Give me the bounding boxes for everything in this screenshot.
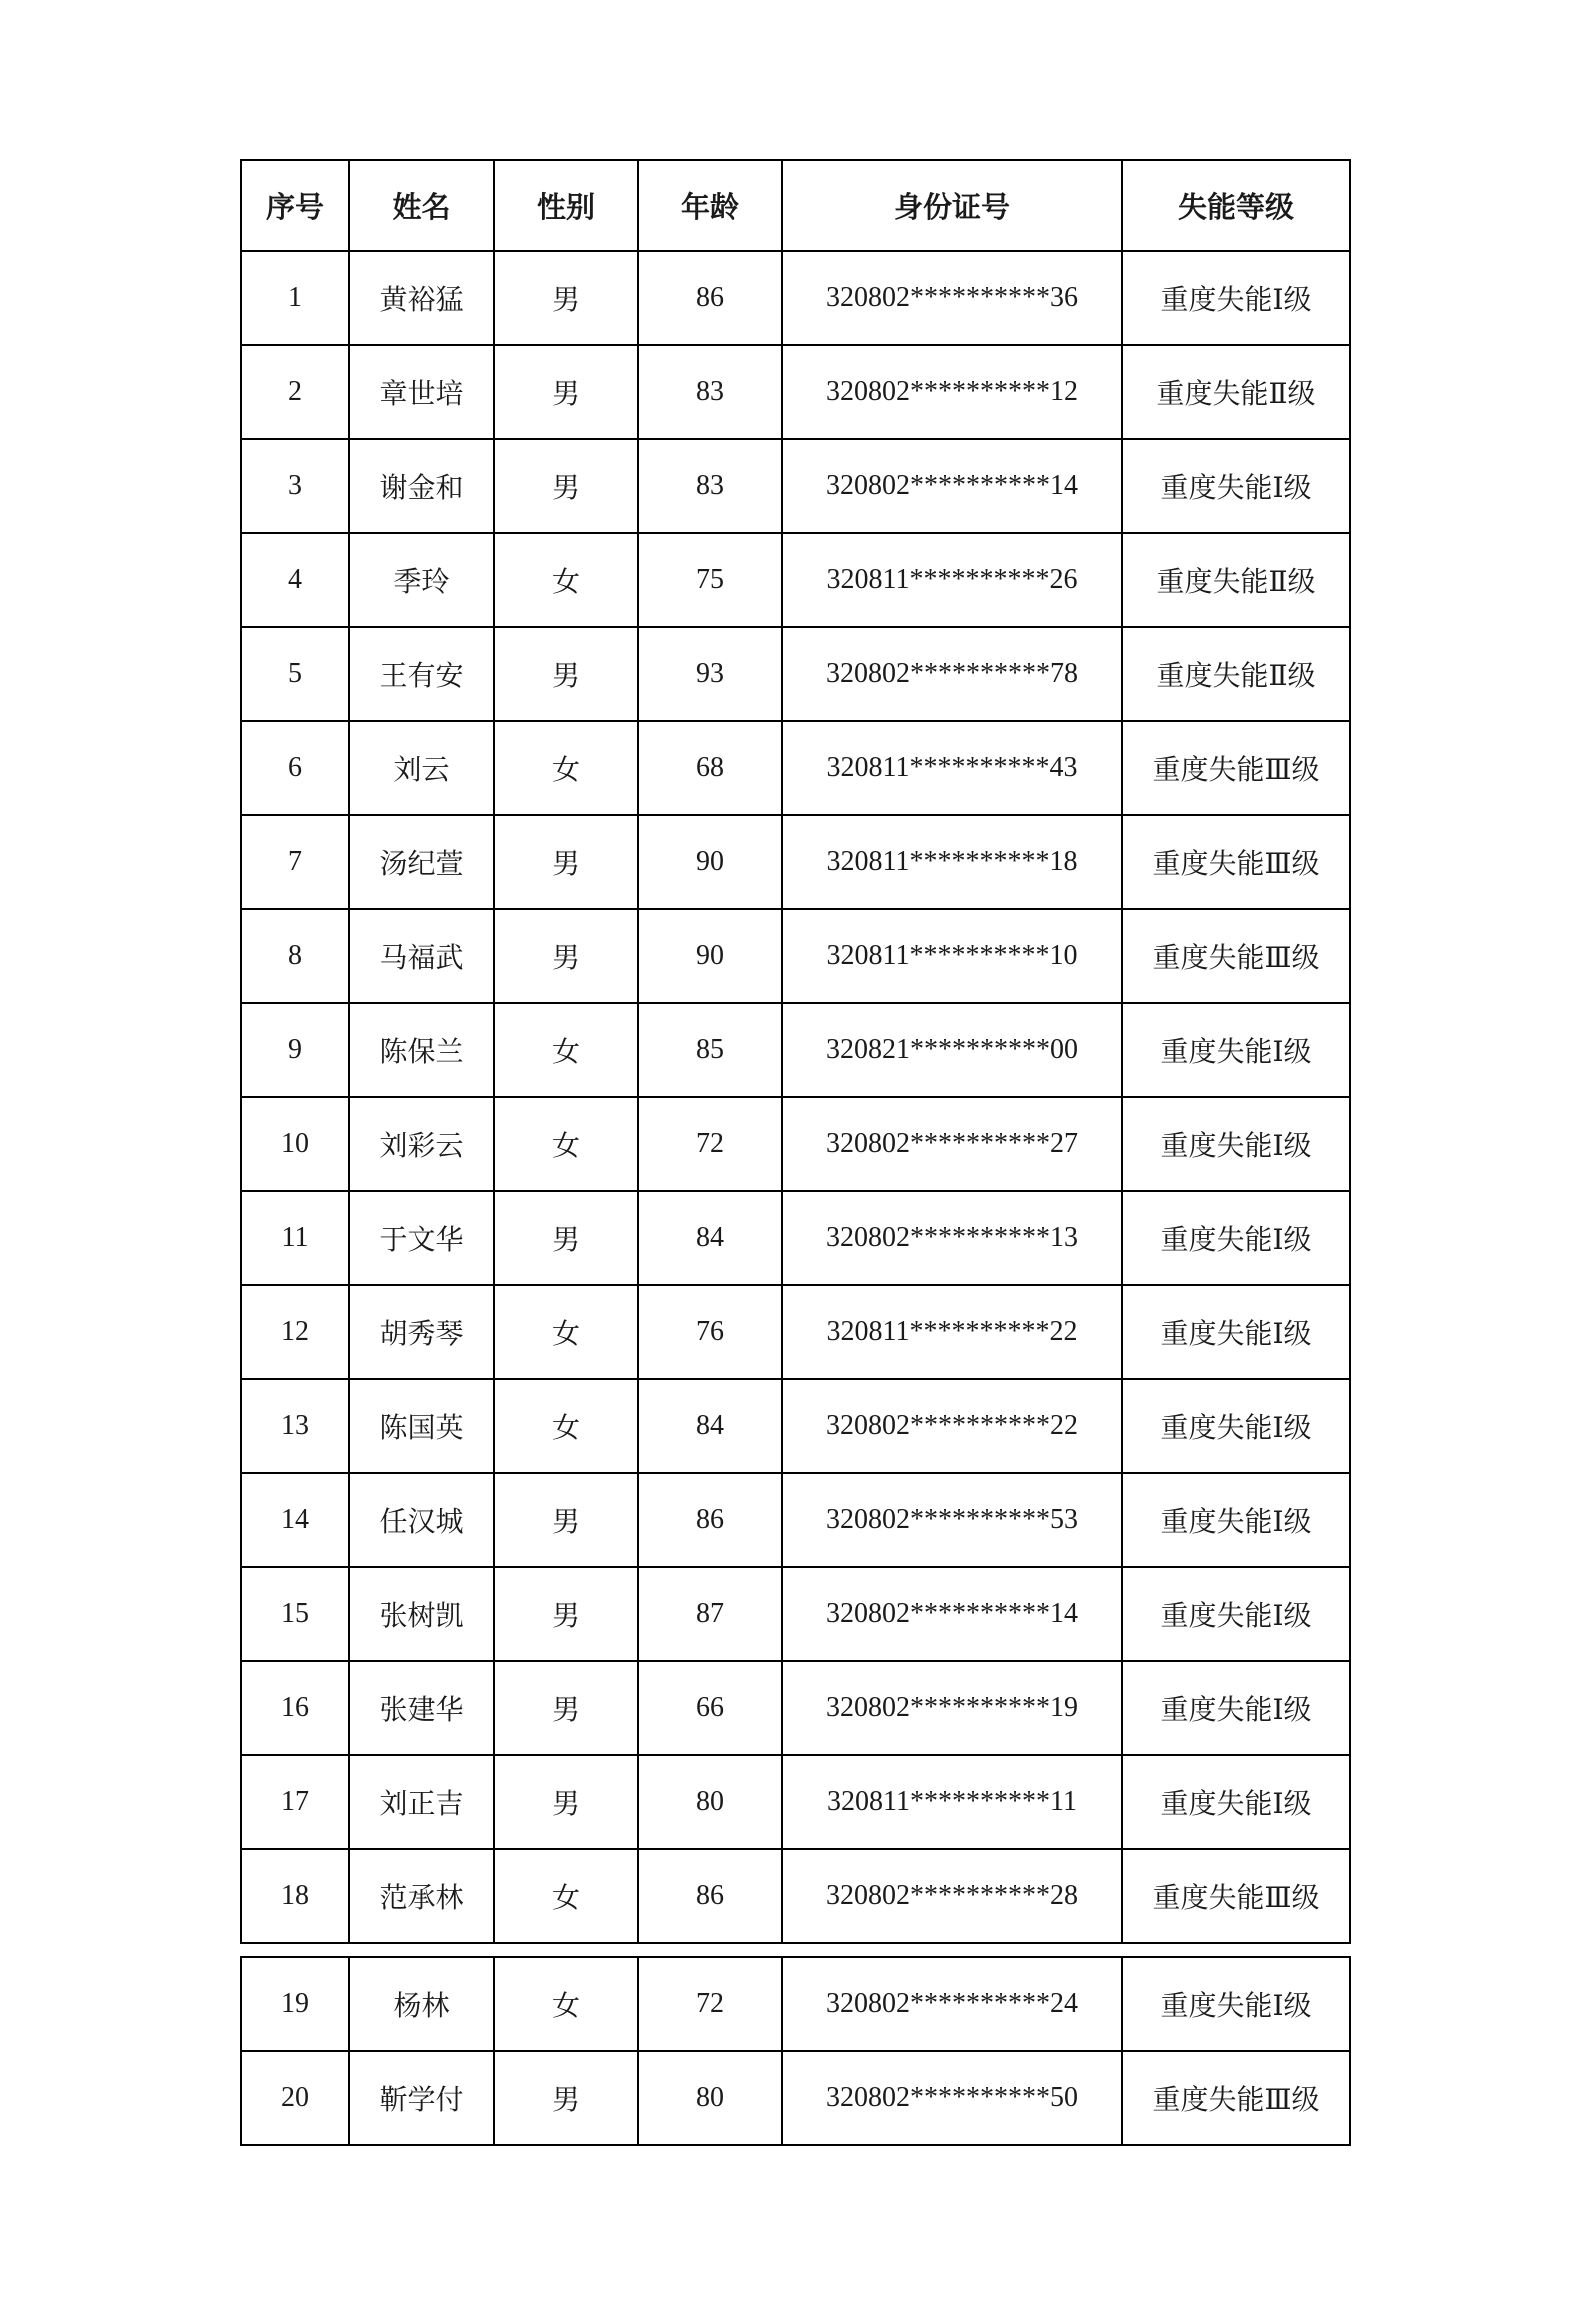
cell-index: 16 [241,1661,349,1755]
cell-name: 陈保兰 [349,1003,494,1097]
cell-age: 87 [638,1567,782,1661]
cell-age: 86 [638,1473,782,1567]
cell-age: 83 [638,439,782,533]
roster-table-2 [240,1956,1351,2146]
cell-age: 75 [638,533,782,627]
cell-age: 72 [638,1957,782,2051]
table-row [241,533,1350,627]
cell-index: 17 [241,1755,349,1849]
cell-index: 1 [241,251,349,345]
column-header-index: 序号 [241,160,349,251]
cell-name: 刘正吉 [349,1755,494,1849]
cell-disability-level: 重度失能Ⅲ级 [1122,909,1350,1003]
table-row [241,1567,1350,1661]
cell-id-number: 320802**********78 [782,627,1122,721]
cell-disability-level: 重度失能Ⅰ级 [1122,1285,1350,1379]
cell-id-number: 320802**********27 [782,1097,1122,1191]
table-row [241,345,1350,439]
cell-name: 张树凯 [349,1567,494,1661]
cell-disability-level: 重度失能Ⅲ级 [1122,721,1350,815]
table-row [241,439,1350,533]
cell-age: 86 [638,251,782,345]
cell-disability-level: 重度失能Ⅲ级 [1122,815,1350,909]
cell-id-number: 320802**********24 [782,1957,1122,2051]
column-header-name: 姓名 [349,160,494,251]
cell-id-number: 320802**********12 [782,345,1122,439]
cell-index: 13 [241,1379,349,1473]
table-row [241,1097,1350,1191]
cell-index: 2 [241,345,349,439]
cell-name: 范承林 [349,1849,494,1943]
cell-disability-level: 重度失能Ⅰ级 [1122,251,1350,345]
cell-disability-level: 重度失能Ⅰ级 [1122,1661,1350,1755]
cell-id-number: 320811**********10 [782,909,1122,1003]
table-row [241,1191,1350,1285]
cell-id-number: 320811**********18 [782,815,1122,909]
column-header-id-number: 身份证号 [782,160,1122,251]
cell-name: 杨林 [349,1957,494,2051]
cell-index: 19 [241,1957,349,2051]
cell-disability-level: 重度失能Ⅰ级 [1122,439,1350,533]
cell-id-number: 320802**********50 [782,2051,1122,2145]
cell-name: 胡秀琴 [349,1285,494,1379]
table-row [241,1661,1350,1755]
cell-disability-level: 重度失能Ⅲ级 [1122,1849,1350,1943]
roster-table-1 [240,159,1351,1944]
cell-name: 黄裕猛 [349,251,494,345]
cell-index: 7 [241,815,349,909]
column-header-gender: 性别 [494,160,638,251]
cell-disability-level: 重度失能Ⅰ级 [1122,1755,1350,1849]
cell-name: 张建华 [349,1661,494,1755]
cell-gender: 男 [494,2051,638,2145]
cell-index: 4 [241,533,349,627]
cell-id-number: 320802**********22 [782,1379,1122,1473]
cell-disability-level: 重度失能Ⅰ级 [1122,1473,1350,1567]
table-row [241,721,1350,815]
cell-gender: 男 [494,1191,638,1285]
cell-gender: 女 [494,1285,638,1379]
cell-disability-level: 重度失能Ⅰ级 [1122,1957,1350,2051]
cell-id-number: 320811**********22 [782,1285,1122,1379]
cell-gender: 男 [494,1567,638,1661]
cell-name: 刘彩云 [349,1097,494,1191]
cell-id-number: 320802**********14 [782,439,1122,533]
cell-gender: 男 [494,251,638,345]
cell-name: 于文华 [349,1191,494,1285]
cell-disability-level: 重度失能Ⅰ级 [1122,1191,1350,1285]
cell-disability-level: 重度失能Ⅰ级 [1122,1097,1350,1191]
cell-id-number: 320802**********14 [782,1567,1122,1661]
cell-gender: 女 [494,1849,638,1943]
cell-gender: 女 [494,1097,638,1191]
cell-index: 10 [241,1097,349,1191]
cell-index: 9 [241,1003,349,1097]
table-header-row [241,160,1350,251]
cell-name: 任汉城 [349,1473,494,1567]
cell-disability-level: 重度失能Ⅰ级 [1122,1567,1350,1661]
cell-age: 72 [638,1097,782,1191]
cell-gender: 男 [494,1661,638,1755]
cell-age: 85 [638,1003,782,1097]
cell-age: 90 [638,815,782,909]
cell-gender: 男 [494,627,638,721]
cell-gender: 男 [494,1473,638,1567]
cell-gender: 男 [494,439,638,533]
table-row [241,815,1350,909]
table-row [241,1003,1350,1097]
table-row [241,1957,1350,2051]
table-row [241,1379,1350,1473]
table-row [241,1755,1350,1849]
cell-name: 陈国英 [349,1379,494,1473]
cell-age: 76 [638,1285,782,1379]
table-row [241,1473,1350,1567]
cell-name: 汤纪萱 [349,815,494,909]
cell-gender: 男 [494,1755,638,1849]
cell-gender: 女 [494,1003,638,1097]
cell-id-number: 320802**********28 [782,1849,1122,1943]
cell-age: 90 [638,909,782,1003]
cell-age: 86 [638,1849,782,1943]
cell-id-number: 320802**********19 [782,1661,1122,1755]
cell-disability-level: 重度失能Ⅰ级 [1122,1003,1350,1097]
cell-disability-level: 重度失能Ⅲ级 [1122,2051,1350,2145]
cell-gender: 男 [494,345,638,439]
cell-name: 王有安 [349,627,494,721]
cell-id-number: 320802**********13 [782,1191,1122,1285]
table-row [241,251,1350,345]
cell-gender: 女 [494,1379,638,1473]
cell-gender: 女 [494,533,638,627]
cell-id-number: 320811**********26 [782,533,1122,627]
table-row [241,1849,1350,1943]
cell-name: 刘云 [349,721,494,815]
cell-index: 18 [241,1849,349,1943]
cell-gender: 女 [494,1957,638,2051]
cell-age: 83 [638,345,782,439]
column-header-disability-level: 失能等级 [1122,160,1350,251]
cell-name: 季玲 [349,533,494,627]
cell-age: 80 [638,2051,782,2145]
cell-name: 章世培 [349,345,494,439]
cell-gender: 男 [494,909,638,1003]
cell-name: 马福武 [349,909,494,1003]
cell-index: 12 [241,1285,349,1379]
cell-age: 84 [638,1379,782,1473]
cell-index: 6 [241,721,349,815]
cell-index: 14 [241,1473,349,1567]
cell-age: 80 [638,1755,782,1849]
cell-id-number: 320821**********00 [782,1003,1122,1097]
cell-name: 靳学付 [349,2051,494,2145]
table-row [241,627,1350,721]
cell-index: 3 [241,439,349,533]
cell-disability-level: 重度失能Ⅱ级 [1122,345,1350,439]
table-row [241,909,1350,1003]
cell-disability-level: 重度失能Ⅱ级 [1122,533,1350,627]
column-header-age: 年龄 [638,160,782,251]
cell-index: 8 [241,909,349,1003]
cell-age: 93 [638,627,782,721]
table-row [241,2051,1350,2145]
cell-gender: 男 [494,815,638,909]
cell-id-number: 320811**********43 [782,721,1122,815]
cell-id-number: 320802**********36 [782,251,1122,345]
cell-id-number: 320811**********11 [782,1755,1122,1849]
cell-disability-level: 重度失能Ⅰ级 [1122,1379,1350,1473]
cell-gender: 女 [494,721,638,815]
cell-index: 15 [241,1567,349,1661]
cell-id-number: 320802**********53 [782,1473,1122,1567]
cell-index: 20 [241,2051,349,2145]
table-row [241,1285,1350,1379]
cell-age: 68 [638,721,782,815]
cell-age: 66 [638,1661,782,1755]
cell-disability-level: 重度失能Ⅱ级 [1122,627,1350,721]
cell-index: 11 [241,1191,349,1285]
cell-age: 84 [638,1191,782,1285]
cell-name: 谢金和 [349,439,494,533]
cell-index: 5 [241,627,349,721]
